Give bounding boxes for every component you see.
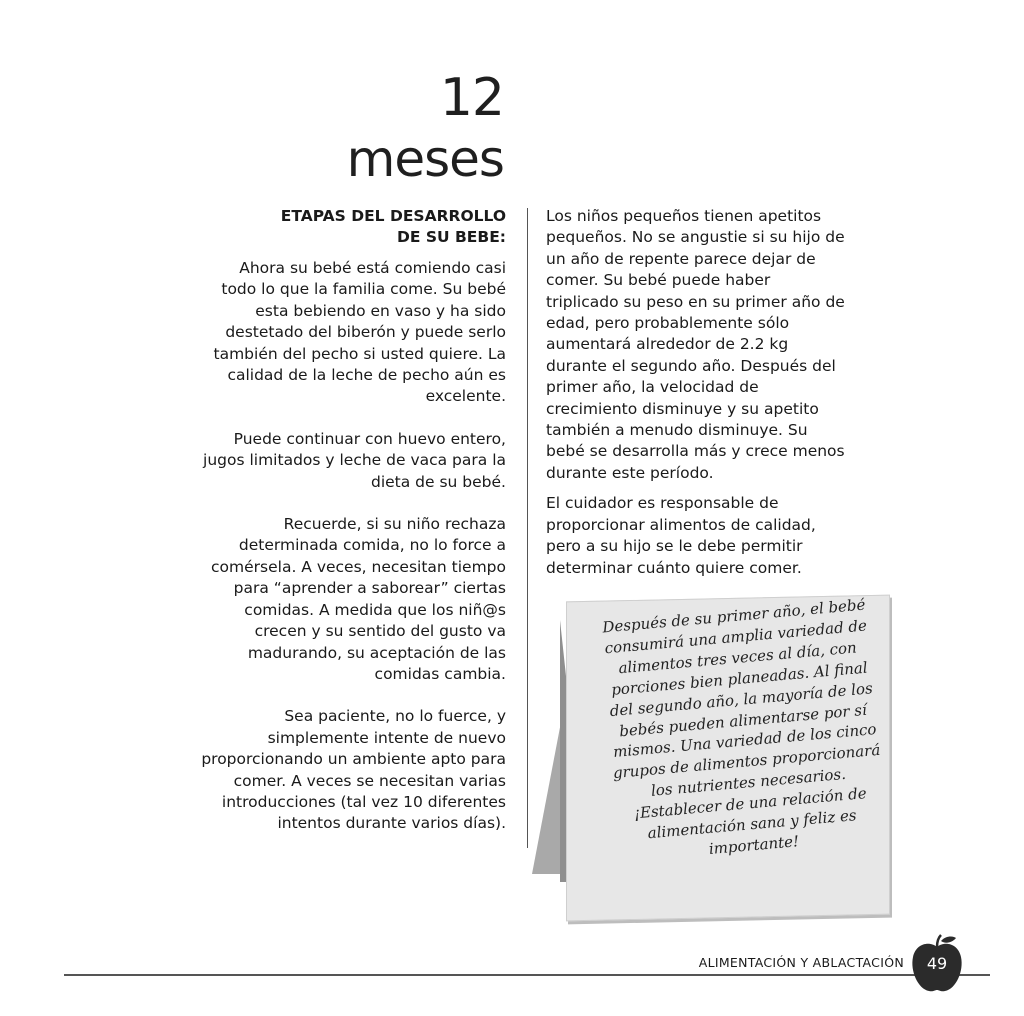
footer-section-label: ALIMENTACIÓN Y ABLACTACIÓN: [698, 955, 904, 970]
right-paragraph-2: El cuidador es responsable de proporcionar alimentos de calidad, pero a su hijo se le debe permitir determinar cuánto quiere comer.: [546, 494, 816, 577]
section-heading-line2: DE SU BEBE:: [397, 228, 506, 246]
right-column: [546, 206, 846, 588]
left-paragraph-1: Ahora su bebé está comiendo casi todo lo que la familia come. Su bebé esta bebiendo en vaso y ha sido destetado del biberón y puede serlo también del pecho si usted quiere. La calidad de la leche de pecho aún es excelente.: [213, 259, 506, 406]
right-paragraph-1: Los niños pequeños tienen apetitos pequeños. No se angustie si su hijo de un año de repente parece dejar de comer. Su bebé puede haber triplicado su peso en su primer año de edad, pero probablemente sólo aumentará alrededor de 2.2 kg durante el segundo año. Después del primer año, la velocidad de crecimiento disminuye y su apetito también a menudo disminuye. Su bebé se desarrolla más y crece menos durante este período.: [546, 207, 845, 482]
section-heading-line1: ETAPAS DEL DESARROLLO: [280, 207, 506, 225]
note-card-text: Después de su primer año, el bebé consumirá una amplia variedad de alimentos tres veces al día, con porciones bien planeadas. Al final del segundo año, la mayoría de los bebés pueden alimentarse por sí mismos. Una variedad de los cinco grupos de alimentos proporcionará los nutrientes necesarios. ¡Establecer de una relación de alimentación sana y feliz es importante!: [601, 595, 881, 858]
footer-rule: [64, 974, 990, 976]
left-column: [200, 206, 506, 856]
left-paragraph-2: Puede continuar con huevo entero, jugos limitados y leche de vaca para la dieta de su bebé.: [203, 429, 506, 491]
column-divider: [527, 208, 528, 848]
page-title-word: meses: [346, 130, 504, 188]
section-heading: [200, 206, 506, 248]
left-paragraph-3: Recuerde, si su niño rechaza determinada comida, no lo force a comérsela. A veces, necesitan tiempo para “aprender a saborear” ciertas comidas. A medida que los niñ@s crecen y su sentido del gusto va madurando, su aceptación de las comidas cambia.: [211, 515, 506, 683]
page-number: 49: [926, 954, 948, 973]
left-paragraph-4: Sea paciente, no lo fuerce, y simplemente intente de nuevo proporcionando un ambiente apto para comer. A veces se necesitan varias introducciones (tal vez 10 diferentes intentos durante varios días).: [201, 707, 506, 833]
page-title-number: 12: [439, 68, 504, 128]
